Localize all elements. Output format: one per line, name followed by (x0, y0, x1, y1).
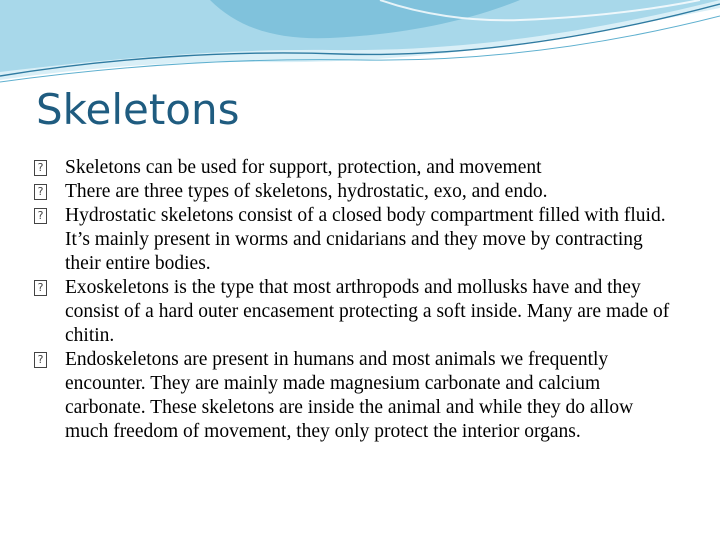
bullet-list (34, 156, 674, 444)
missing-glyph-bullet-icon: ? (34, 160, 47, 176)
bullet-text: Skeletons can be used for support, protection, and movement (65, 157, 542, 178)
missing-glyph-bullet-icon: ? (34, 184, 47, 200)
bullet-item (34, 204, 674, 276)
bullet-item (34, 180, 674, 204)
bullet-text: Exoskeletons is the type that most arthropods and mollusks have and they consist of a hard outer encasement protecting a soft inside. Many are made of chitin. (65, 277, 670, 346)
bullet-text: Endoskeletons are present in humans and most animals we frequently encounter. They are mainly made magnesium carbonate and calcium carbonate. These skeletons are inside the animal and while they do allow much freedom of movement, they only protect the interior organs. (65, 349, 634, 442)
bullet-text: There are three types of skeletons, hydrostatic, exo, and endo. (65, 181, 548, 202)
missing-glyph-bullet-icon: ? (34, 280, 47, 296)
slide-title: Skeletons (36, 85, 240, 134)
bullet-item (34, 348, 674, 444)
header-wave-decoration (0, 0, 720, 90)
missing-glyph-bullet-icon: ? (34, 208, 47, 224)
bullet-text: Hydrostatic skeletons consist of a closed body compartment filled with fluid. It’s mainly present in worms and cnidarians and they move by contracting their entire bodies. (65, 205, 666, 274)
bullet-item (34, 156, 674, 180)
missing-glyph-bullet-icon: ? (34, 352, 47, 368)
bullet-item (34, 276, 674, 348)
